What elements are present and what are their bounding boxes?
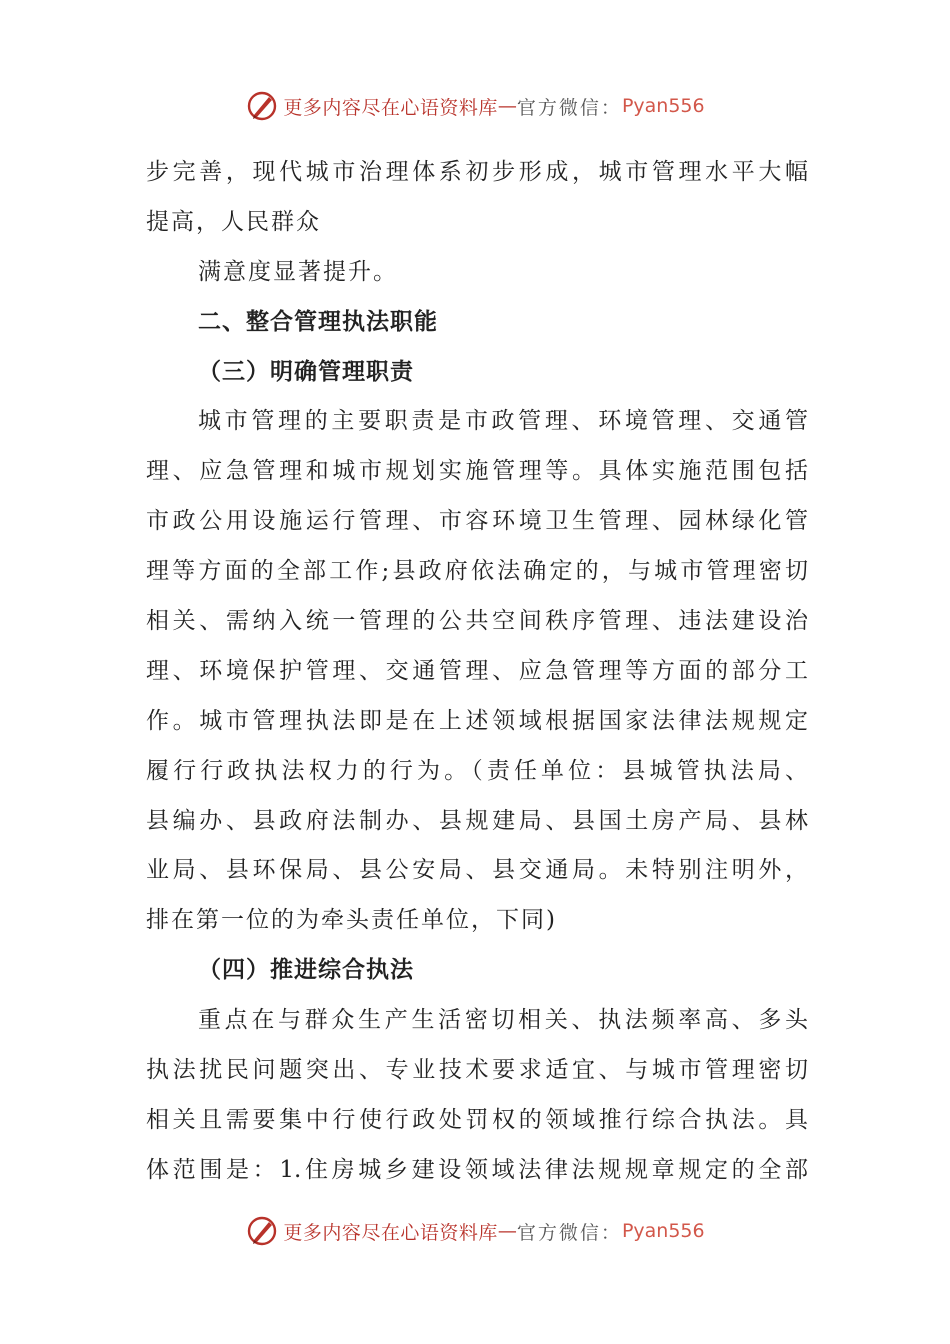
site-name: 更多内容尽在心语资料库 [283,96,498,119]
subsection-heading: （四）推进综合执法 [198,957,414,984]
wechat-label: 官方微信： [516,1221,622,1244]
paragraph-line: 理、环境保护管理、交通管理、应急管理等方面的部分工 [146,657,808,684]
paragraph-line: 业局、县环保局、县公安局、县交通局。未特别注明外， [146,857,808,884]
section-heading: 二、整合管理执法职能 [198,308,438,335]
pen-logo-icon [245,89,279,123]
paragraph-line: 作。城市管理执法即是在上述领域根据国家法律法规规定 [146,707,808,734]
site-name: 更多内容尽在心语资料库 [283,1221,498,1244]
footer-banner [0,1211,950,1251]
banner-separator: — [497,1220,517,1242]
paragraph-line: 履行行政执法权力的行为。（责任单位：县城管执法局、 [146,757,808,784]
wechat-label: 官方微信： [516,96,622,119]
paragraph-line: 市政公用设施运行管理、市容环境卫生管理、园林绿化管 [146,508,808,535]
paragraph-line: 相关、需纳入统一管理的公共空间秩序管理、违法建设治 [146,608,808,635]
wechat-handle: Pyan556 [621,95,705,117]
paragraph-line: 理等方面的全部工作;县政府依法确定的，与城市管理密切 [146,558,808,585]
paragraph-line: 县编办、县政府法制办、县规建局、县国土房产局、县林 [146,807,808,834]
paragraph-line: 排在第一位的为牵头责任单位，下同) [146,907,557,934]
paragraph-line: 相关且需要集中行使行政处罚权的领域推行综合执法。具 [146,1106,808,1133]
banner-separator: — [497,95,517,117]
document-body [146,148,808,1196]
paragraph-line: 重点在与群众生产生活密切相关、执法频率高、多头 [198,1007,808,1034]
paragraph-line: 提高，人民群众 [146,208,321,235]
pen-logo-icon [245,1214,279,1248]
wechat-handle: Pyan556 [621,1220,705,1242]
paragraph-line: 理、应急管理和城市规划实施管理等。具体实施范围包括 [146,458,808,485]
paragraph-line: 执法扰民问题突出、专业技术要求适宜、与城市管理密切 [146,1057,808,1084]
subsection-heading: （三）明确管理职责 [198,358,414,385]
paragraph-line: 满意度显著提升。 [198,258,398,285]
header-banner [0,86,950,126]
paragraph-line: 步完善，现代城市治理体系初步形成，城市管理水平大幅 [146,159,808,185]
paragraph-line: 城市管理的主要职责是市政管理、环境管理、交通管 [198,408,808,435]
paragraph-line: 体范围是：1.住房城乡建设领域法律法规规章规定的全部 [146,1156,808,1183]
